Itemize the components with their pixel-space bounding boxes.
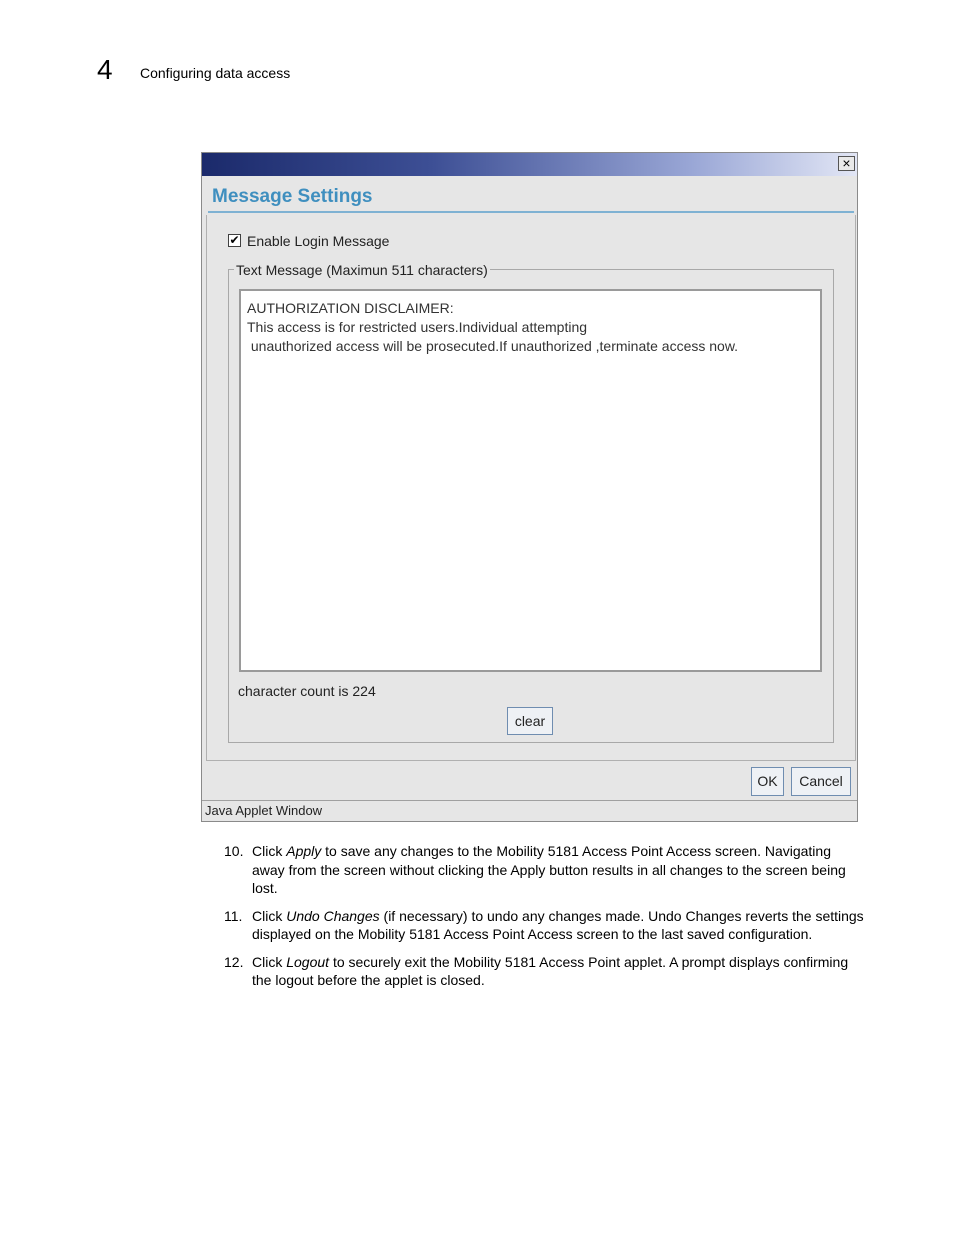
step-item	[224, 953, 864, 990]
instruction-steps	[224, 842, 864, 999]
clear-button[interactable]: clear	[507, 707, 553, 735]
step-number: 10.	[224, 843, 244, 859]
step-number: 11.	[224, 907, 243, 924]
chapter-number: 4	[97, 54, 113, 85]
step-item	[224, 842, 864, 898]
message-textarea[interactable]	[239, 289, 822, 672]
step-number: 12.	[224, 953, 244, 970]
chapter-title: Configuring data access	[140, 65, 291, 81]
message-line: AUTHORIZATION DISCLAIMER:	[247, 300, 454, 316]
close-icon[interactable]: ×	[838, 156, 855, 171]
step-text: Click	[252, 953, 287, 970]
applet-window	[201, 152, 858, 822]
enable-login-label[interactable]: Enable Login Message	[247, 233, 390, 249]
step-item	[224, 907, 864, 944]
step-text: to securely exit the Mobility 5181 Access Point applet. A prompt displays confirming the logout before the applet is closed.	[252, 953, 849, 988]
cancel-button[interactable]: Cancel	[791, 767, 851, 796]
status-bar: Java Applet Window	[202, 800, 857, 821]
ok-button[interactable]: OK	[751, 767, 784, 796]
step-text: Click	[252, 843, 287, 859]
step-emphasis: Logout	[286, 953, 330, 970]
panel-title: Message Settings	[212, 186, 373, 207]
step-emphasis: Apply	[286, 843, 322, 859]
message-line: unauthorized access will be prosecuted.If unauthorized ,terminate access now.	[247, 338, 739, 354]
step-text: to save any changes to the Mobility 5181 Access Point Access screen. Navigating away from the screen without clicking the Apply button results in all changes to the screen being lost.	[252, 843, 846, 896]
window-titlebar[interactable]	[202, 153, 857, 176]
step-text: (if necessary) to undo any changes made. Undo Changes reverts the settings displayed on the Mobility 5181 Access Point Access screen to the last saved configuration.	[252, 907, 864, 942]
step-text: Click	[252, 907, 287, 924]
enable-login-checkbox[interactable]: ✔	[229, 233, 240, 247]
character-count: character count is 224	[238, 683, 376, 699]
text-message-legend: Text Message (Maximun 511 characters)	[236, 262, 488, 278]
message-line: This access is for restricted users.Individual attempting	[247, 319, 588, 335]
title-divider	[208, 211, 854, 213]
step-emphasis: Undo Changes	[286, 907, 380, 924]
